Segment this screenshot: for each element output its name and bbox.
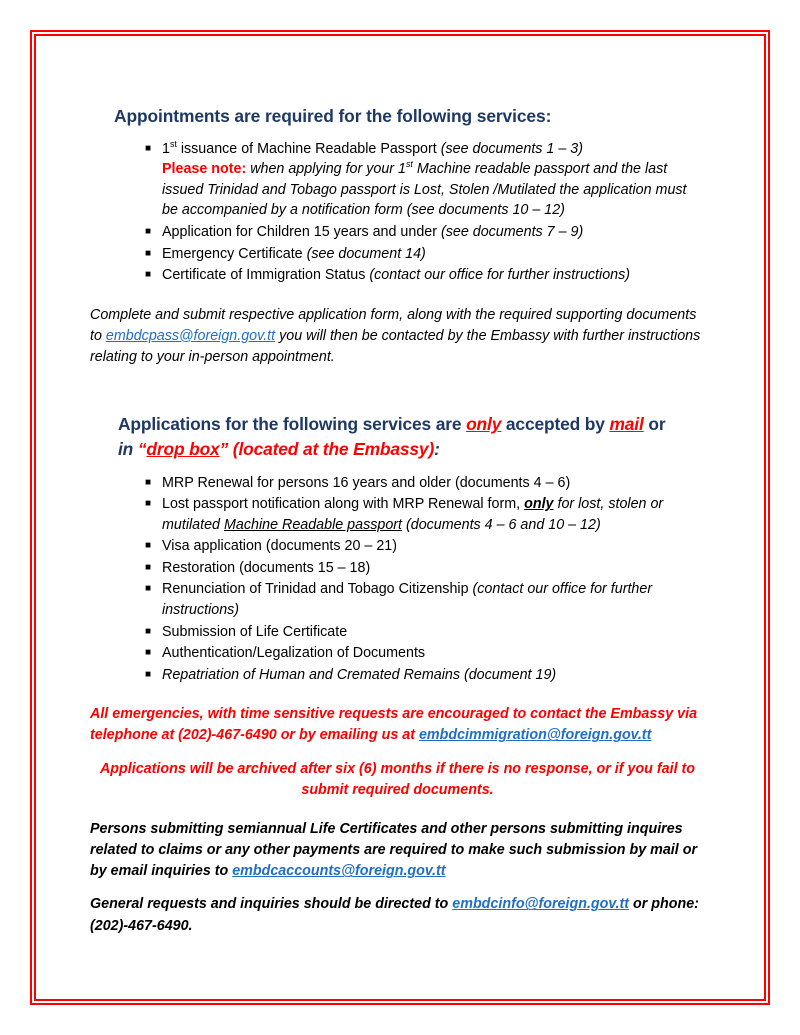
bullet-text: MRP Renewal for persons 16 years and older (documents 4 – 6) [162, 474, 571, 491]
bullet-text-italic: (see document 14) [306, 245, 426, 262]
email-link-embdcaccounts[interactable]: embdcaccounts@foreign.gov.tt [232, 863, 446, 880]
bullet-text: Emergency Certificate [162, 245, 307, 262]
square-bullet-icon: ■ [145, 625, 152, 637]
square-bullet-icon: ■ [145, 247, 152, 259]
quote-open: “ [137, 438, 147, 459]
list-item [90, 665, 705, 686]
section2-heading-located: (located at the Embassy) [228, 438, 435, 459]
square-bullet-icon: ■ [145, 142, 152, 154]
square-bullet-icon: ■ [145, 225, 152, 237]
document-content [90, 105, 705, 937]
please-note-text: when applying for your 1st Machine readable passport and the last issued Trinidad and Tobago passport is Lost, Stolen /Mutilated the application must be accompanied by a notification form (see documents 10 – 12) [162, 159, 687, 219]
square-bullet-icon: ■ [145, 668, 152, 680]
bullet-text: Renunciation of Trinidad and Tobago Citizenship [162, 581, 473, 598]
emergency-notice: All emergencies, with time sensitive requests are encouraged to contact the Embassy via telephone at (202)-467-6490 or by emailing us at embdcimmigration@foreign.gov.tt [90, 706, 698, 744]
section2-heading-colon: : [434, 438, 440, 459]
list-item [90, 494, 705, 535]
section2-heading-part3: or [643, 414, 666, 435]
square-bullet-icon: ■ [145, 476, 152, 488]
bullet-text-italic: (see documents 7 – 9) [440, 223, 584, 240]
bullet-text: Repatriation of Human and Cremated Remains (document 19) [162, 666, 557, 683]
please-note-block [162, 159, 705, 221]
square-bullet-icon: ■ [145, 269, 152, 281]
email-link-embdcimmigration[interactable]: embdcimmigration@foreign.gov.tt [418, 727, 652, 744]
square-bullet-icon: ■ [145, 561, 152, 573]
list-item [90, 622, 705, 643]
bullet-text-italic2: (documents 4 – 6 and 10 – 12) [402, 516, 601, 533]
list-item [90, 536, 705, 557]
list-item [90, 643, 705, 664]
emphasis-only: only [524, 496, 554, 513]
bullet-text: Certificate of Immigration Status [162, 267, 370, 284]
quote-close: ” [219, 438, 229, 459]
bullet-text-italic: for lost, stolen or mutilated [162, 496, 664, 533]
section1-instruction-paragraph: Complete and submit respective application form, along with the required supporting documents to embdcpass@foreign.gov.tt you will then be contacted by the Embassy with further instructions relating to your in-person appointment. [90, 306, 701, 365]
list-item [90, 139, 705, 221]
section1-heading: Appointments are required for the following services: [114, 106, 552, 126]
section2-bullet-list [90, 473, 705, 686]
bullet-text: Application for Children 15 years and under [162, 223, 441, 240]
square-bullet-icon: ■ [145, 647, 152, 659]
bullet-text: Lost passport notification along with MRP Renewal form, only for lost, stolen or mutilated Machine Readable passport (documents 4 – 6 and 10 – 12) [162, 496, 664, 533]
section2-heading-only: only [466, 414, 502, 435]
email-link-embdcinfo[interactable]: embdcinfo@foreign.gov.tt [452, 896, 630, 913]
general-requests-paragraph: General requests and inquiries should be directed to embdcinfo@foreign.gov.tt or phone: (202)-467-6490. [90, 896, 699, 934]
bullet-note-italic: (see documents 1 – 3) [440, 140, 583, 157]
bullet-text-italic: (contact our office for further instructions) [162, 581, 653, 619]
section2-heading-part2: accepted by [501, 414, 610, 435]
email-link-embdcpass[interactable]: embdcpass@foreign.gov.tt [105, 327, 276, 344]
bullet-text: Visa application (documents 20 – 21) [162, 538, 397, 555]
square-bullet-icon: ■ [145, 583, 152, 595]
ordinal-suffix: st [405, 159, 413, 170]
list-item [90, 244, 705, 265]
list-item [90, 579, 705, 620]
list-item [90, 473, 705, 494]
archive-notice: Applications will be archived after six (6) months if there is no response, or if you fail to submit required documents. [99, 760, 696, 798]
section2-heading [118, 412, 705, 461]
ordinal-suffix: st [169, 138, 177, 149]
square-bullet-icon: ■ [145, 540, 152, 552]
list-item [90, 265, 705, 286]
bullet-text: Restoration (documents 15 – 18) [162, 559, 371, 576]
list-item [90, 558, 705, 579]
life-certificate-paragraph: Persons submitting semiannual Life Certificates and other persons submitting inquires related to claims or any other payments are required to make such submission by mail or by email inquiries to embdcaccounts@foreign.gov.tt [90, 820, 698, 880]
please-note-label: Please note: [162, 161, 247, 178]
section2-heading-dropbox: drop box [146, 438, 220, 459]
square-bullet-icon: ■ [145, 498, 152, 510]
bullet-text: Authentication/Legalization of Documents [162, 645, 426, 662]
section2-heading-mail: mail [609, 414, 644, 435]
bullet-text: 1st issuance of Machine Readable Passport (see documents 1 – 3) [162, 138, 583, 157]
section2-heading-in: in [118, 438, 138, 459]
bullet-text-italic: (contact our office for further instructions) [369, 267, 631, 284]
section2-heading-part1: Applications for the following services are [118, 414, 467, 435]
bullet-text: Submission of Life Certificate [162, 623, 348, 640]
emphasis-mrp: Machine Readable passport [223, 516, 403, 533]
list-item [90, 222, 705, 243]
section1-bullet-list [90, 139, 705, 286]
